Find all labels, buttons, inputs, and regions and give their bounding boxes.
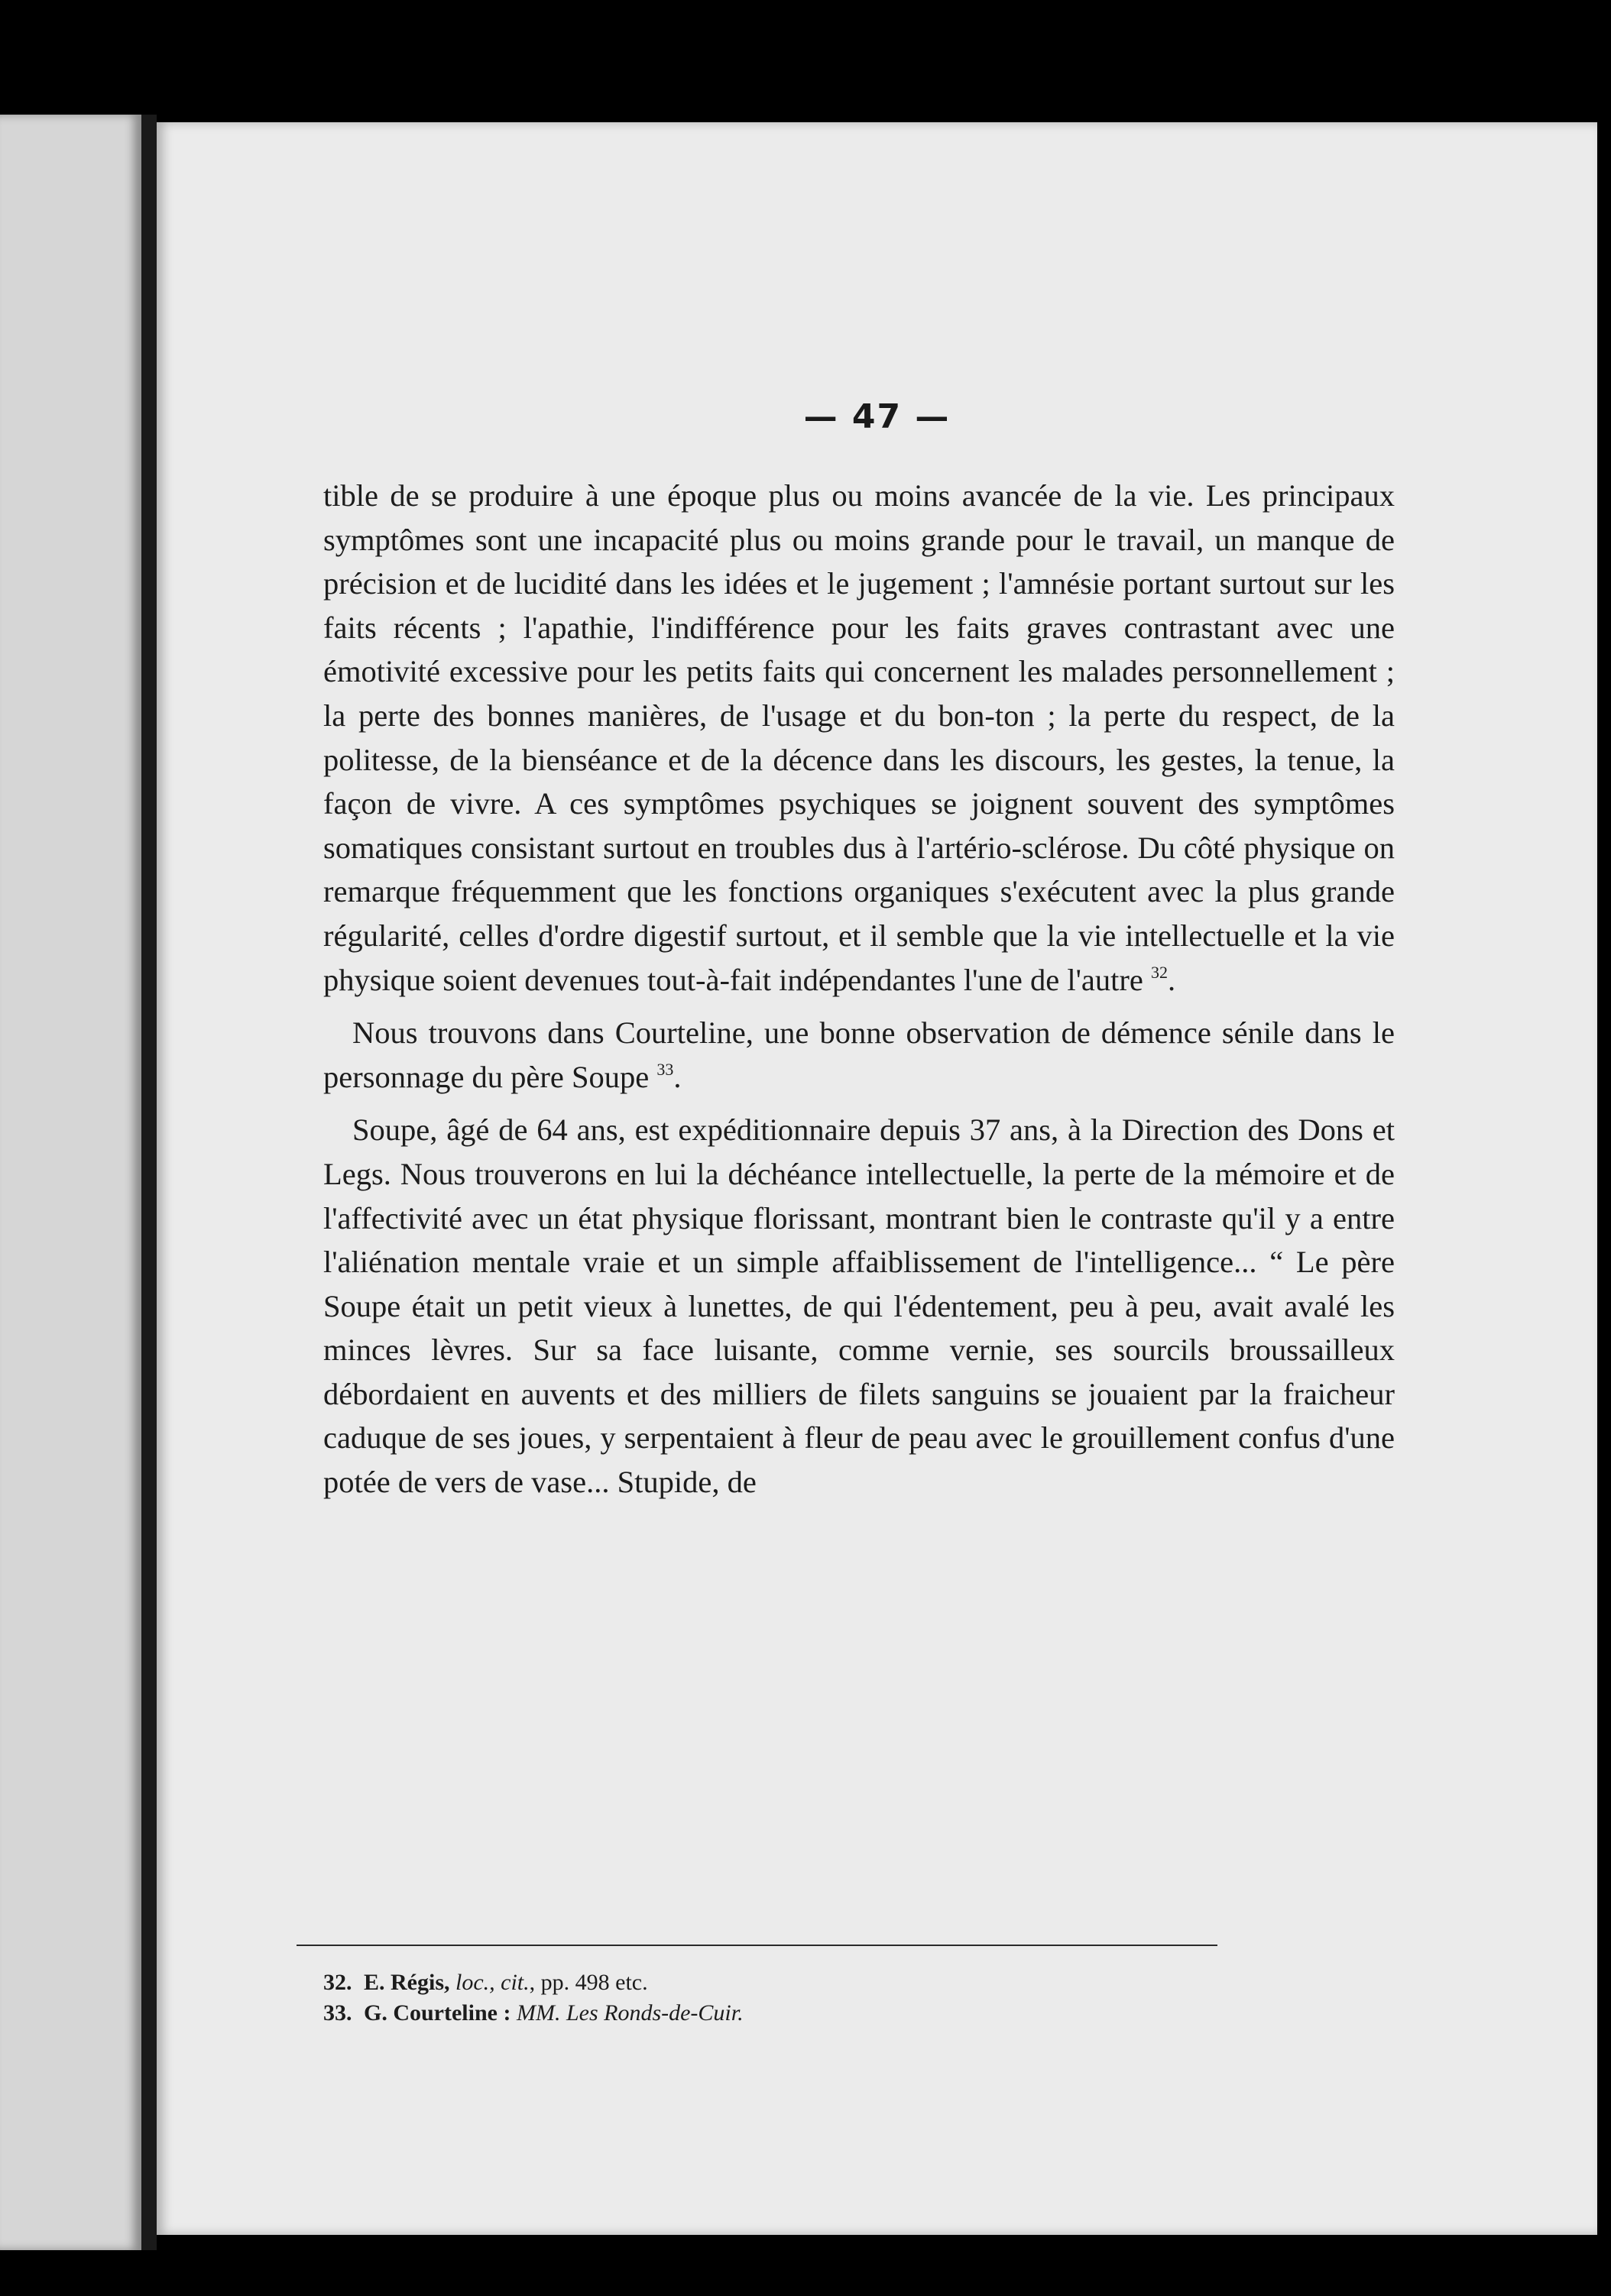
footnote-detail: , pp. 498 etc. [529, 1970, 648, 1995]
main-text [323, 474, 1395, 1504]
paragraph-2-end: . [673, 1059, 682, 1094]
paragraph-1-text: tible de se produire à une époque plus ou moins avancée de la vie. Les principaux symptômes sont une incapacité plus ou moins grande pour le travail, un manque de précision et de lucidité dans les idées et le jugement ; l'amnésie portant surtout sur les faits récents ; l'apathie, l'indifférence pour les faits graves contrastant avec une émotivité excessive pour les petits faits qui concernent les malades personnellement ; la perte des bonnes manières, de l'usage et du bon-ton ; la perte du respect, de la politesse, de la bienséance et de la décence dans les discours, les gestes, la tenue, la façon de vivre. A ces symptômes psychiques se joignent souvent des symptômes somatiques consistant surtout en troubles dus à l'artério-sclérose. Du côté physique on remarque fréquemment que les fonctions organiques s'exécutent avec la plus grande régularité, celles d'ordre digestif surtout, et il semble que la vie intellectuelle et la vie physique soient devenues tout-à-fait indépendantes l'une de l'autre [323, 478, 1395, 997]
footnote-33 [323, 1998, 1393, 2029]
book-page [157, 122, 1597, 2235]
footnote-title: loc., cit. [455, 1970, 530, 1995]
footnote-title: MM. Les Ronds-de-Cuir. [516, 2000, 744, 2026]
footnote-ref-32: 32 [1151, 962, 1168, 982]
footnote-divider [297, 1945, 1217, 1946]
paragraph-1 [323, 474, 1395, 1002]
footnote-author: G. Courteline : [364, 2000, 511, 2026]
paragraph-2-text: Nous trouvons dans Courteline, une bonne observation de démence sénile dans le personnage du père Soupe [323, 1015, 1395, 1094]
facing-page-edge [0, 115, 141, 2250]
footnote-32 [323, 1967, 1393, 1998]
footnote-number: 33. [323, 2000, 352, 2026]
book-gutter [141, 115, 157, 2250]
page-number: — 47 — [803, 397, 951, 436]
paragraph-1-end: . [1168, 962, 1176, 997]
paragraph-3: Soupe, âgé de 64 ans, est expéditionnaire depuis 37 ans, à la Direction des Dons et Legs. Nous trouverons en lui la déchéance intellectuelle, la perte de la mémoire et de l'affectivité avec un état physique florissant, montrant bien le contraste qu'il y a entre l'aliénation mentale vraie et un simple affaiblissement de l'intelligence... “ Le père Soupe était un petit vieux à lunettes, de qui l'édentement, peu à peu, avait avalé les minces lèvres. Sur sa face luisante, comme vernie, ses sourcils broussailleux débordaient en auvents et des milliers de filets sanguins se jouaient par la fraicheur caduque de ses joues, y serpentaient à fleur de peau avec le grouillement confus d'une potée de vers de vase... Stupide, de [323, 1112, 1395, 1500]
footnote-ref-33: 33 [656, 1059, 674, 1079]
footnote-number: 32. [323, 1970, 352, 1995]
footnotes [323, 1967, 1393, 2029]
paragraph-2 [323, 1011, 1395, 1099]
footnote-author: E. Régis, [364, 1970, 450, 1995]
